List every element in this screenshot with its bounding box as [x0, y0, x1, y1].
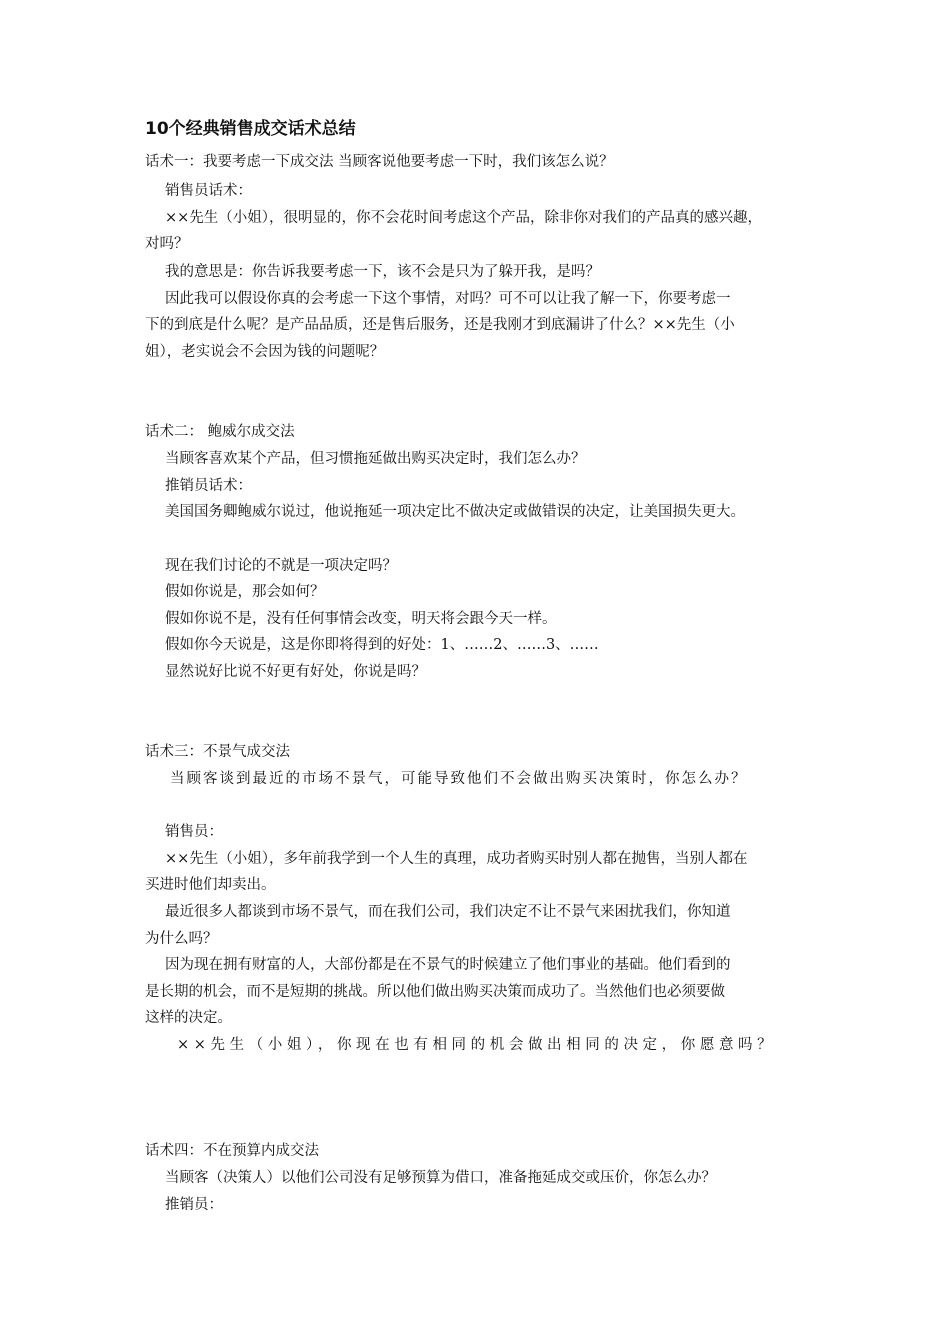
section-2-heading: 话术二： 鲍威尔成交法	[145, 424, 295, 440]
paragraph-line: 现在我们讨论的不就是一项决定吗？	[165, 558, 397, 574]
paragraph-line: 这样的决定。	[145, 1010, 232, 1026]
paragraph-line: 对吗？	[145, 236, 189, 252]
paragraph-line: 销售员：	[165, 824, 223, 840]
paragraph-line: 美国国务卿鲍威尔说过，他说拖延一项决定比不做决定或做错误的决定，让美国损失更大。	[165, 504, 745, 520]
paragraph-line: 销售员话术：	[165, 183, 252, 199]
paragraph-line: 为什么吗？	[145, 931, 218, 947]
paragraph-line: 假如你今天说是，这是你即将得到的好处：1、……2、……3、……	[165, 637, 599, 653]
paragraph-line: 下的到底是什么呢？是产品品质，还是售后服务，还是我刚才到底漏讲了什么？××先生（小	[145, 317, 735, 333]
paragraph-line: 当顾客喜欢某个产品，但习惯拖延做出购买决定时，我们怎么办？	[165, 451, 586, 467]
paragraph-line: 因为现在拥有财富的人，大部份都是在不景气的时候建立了他们事业的基础。他们看到的	[165, 957, 731, 973]
paragraph-line: 买进时他们却卖出。	[145, 877, 276, 893]
paragraph-line: 我的意思是：你告诉我要考虑一下，该不会是只为了躲开我，是吗？	[165, 264, 600, 280]
paragraph-line: 推销员话术：	[165, 478, 252, 494]
paragraph-line: ××先生（小姐），多年前我学到一个人生的真理，成功者购买时别人都在抛售，当别人都在	[165, 851, 748, 867]
section-3-heading: 话术三：不景气成交法	[145, 744, 290, 760]
document-title: 10个经典销售成交话术总结	[145, 119, 356, 139]
paragraph-line: 当顾客谈到最近的市场不景气，可能导致他们不会做出购买决策时，你怎么办？	[170, 771, 748, 787]
paragraph-line: 姐），老实说会不会因为钱的问题呢？	[145, 344, 385, 360]
paragraph-line: 假如你说不是，没有任何事情会改变，明天将会跟今天一样。	[165, 611, 557, 627]
paragraph-line: 假如你说是，那会如何？	[165, 584, 325, 600]
paragraph-line: 推销员：	[165, 1197, 223, 1213]
paragraph-line: 显然说好比说不好更有好处，你说是吗？	[165, 664, 426, 680]
paragraph-line: 当顾客（决策人）以他们公司没有足够预算为借口，准备拖延成交或压价，你怎么办？	[165, 1170, 716, 1186]
paragraph-line: 是长期的机会，而不是短期的挑战。所以他们做出购买决策而成功了。当然他们也必须要做	[145, 984, 725, 1000]
paragraph-line: 最近很多人都谈到市场不景气，而在我们公司，我们决定不让不景气来困扰我们，你知道	[165, 904, 731, 920]
section-4-heading: 话术四：不在预算内成交法	[145, 1143, 319, 1159]
paragraph-line: 因此我可以假设你真的会考虑一下这个事情，对吗？可不可以让我了解一下，你要考虑一	[165, 291, 731, 307]
paragraph-line: ××先生（小姐），你现在也有相同的机会做出相同的决定，你愿意吗？	[177, 1037, 777, 1053]
paragraph-line: ××先生（小姐），很明显的，你不会花时间考虑这个产品，除非你对我们的产品真的感兴趣，	[165, 210, 763, 226]
section-1-heading: 话术一：我要考虑一下成交法 当顾客说他要考虑一下时，我们该怎么说？	[145, 154, 614, 170]
